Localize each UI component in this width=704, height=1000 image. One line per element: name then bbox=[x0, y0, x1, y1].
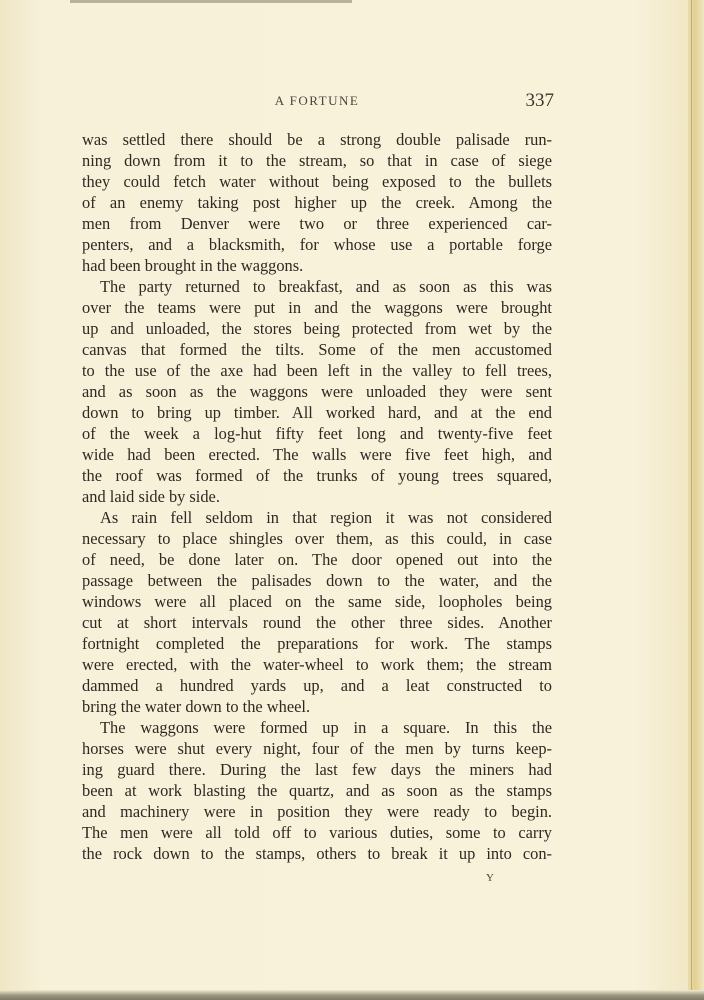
text-line: of an enemy taking post higher up the creek. Among the bbox=[82, 193, 552, 212]
text-line: canvas that formed the tilts. Some of the men accustomed bbox=[82, 340, 552, 359]
text-line: over the teams were put in and the waggons were brought bbox=[82, 298, 552, 317]
text-line: and machinery were in position they were ready to begin. bbox=[82, 802, 552, 821]
page-bottom-shadow bbox=[0, 990, 704, 1000]
running-head: A FORTUNE bbox=[274, 93, 360, 108]
text-line: The men were all told off to various duties, some to carry bbox=[82, 823, 552, 842]
text-line: fortnight completed the preparations for work. The stamps bbox=[82, 634, 552, 653]
text-line: passage between the palisades down to the water, and the bbox=[82, 571, 552, 590]
text-line: of the week a log-hut fifty feet long and twenty-five feet bbox=[82, 424, 552, 443]
text-line: the roof was formed of the trunks of young trees squared, bbox=[82, 466, 552, 485]
text-line: were erected, with the water-wheel to work them; the stream bbox=[82, 655, 552, 674]
page-number: 337 bbox=[525, 90, 554, 111]
text-line: to the use of the axe had been left in the valley to fell trees, bbox=[82, 361, 552, 380]
body-text bbox=[82, 129, 552, 864]
text-line: down to bring up timber. All worked hard, and at the end bbox=[82, 403, 552, 422]
text-line: been at work blasting the quartz, and as soon as the stamps bbox=[82, 781, 552, 800]
text-line: men from Denver were two or three experienced car- bbox=[82, 214, 552, 233]
text-line: they could fetch water without being exposed to the bullets bbox=[82, 172, 552, 191]
text-line: As rain fell seldom in that region it was not considered bbox=[100, 508, 552, 527]
text-line: up and unloaded, the stores being protected from wet by the bbox=[82, 319, 552, 338]
text-line: wide had been erected. The walls were five feet high, and bbox=[82, 445, 552, 464]
text-line: and as soon as the waggons were unloaded they were sent bbox=[82, 382, 552, 401]
signature-mark: Y bbox=[486, 872, 494, 884]
text-line: cut at short intervals round the other three sides. Another bbox=[82, 613, 552, 632]
text-line: penters, and a blacksmith, for whose use a portable forge bbox=[82, 235, 552, 254]
text-line: of need, be done later on. The door opened out into the bbox=[82, 550, 552, 569]
text-line: had been brought in the waggons. bbox=[82, 256, 304, 275]
text-line: was settled there should be a strong double palisade run- bbox=[82, 130, 552, 149]
text-line: ing guard there. During the last few days the miners had bbox=[82, 760, 552, 779]
text-line: horses were shut every night, four of the men by turns keep- bbox=[82, 739, 552, 758]
text-line: the rock down to the stamps, others to break it up into con- bbox=[82, 844, 552, 863]
page-header bbox=[80, 90, 554, 115]
text-line: ning down from it to the stream, so that in case of siege bbox=[82, 151, 552, 170]
text-line: The waggons were formed up in a square. In this the bbox=[100, 718, 552, 737]
top-edge-rule bbox=[70, 0, 352, 3]
text-line: necessary to place shingles over them, as this could, in case bbox=[82, 529, 552, 548]
text-line: The party returned to breakfast, and as soon as this was bbox=[100, 277, 552, 296]
page-right-line bbox=[691, 0, 692, 1000]
text-line: dammed a hundred yards up, and a leat constructed to bbox=[82, 676, 552, 695]
text-line: and laid side by side. bbox=[82, 487, 220, 506]
text-line: bring the water down to the wheel. bbox=[82, 697, 311, 716]
text-line: windows were all placed on the same side, loopholes being bbox=[82, 592, 552, 611]
